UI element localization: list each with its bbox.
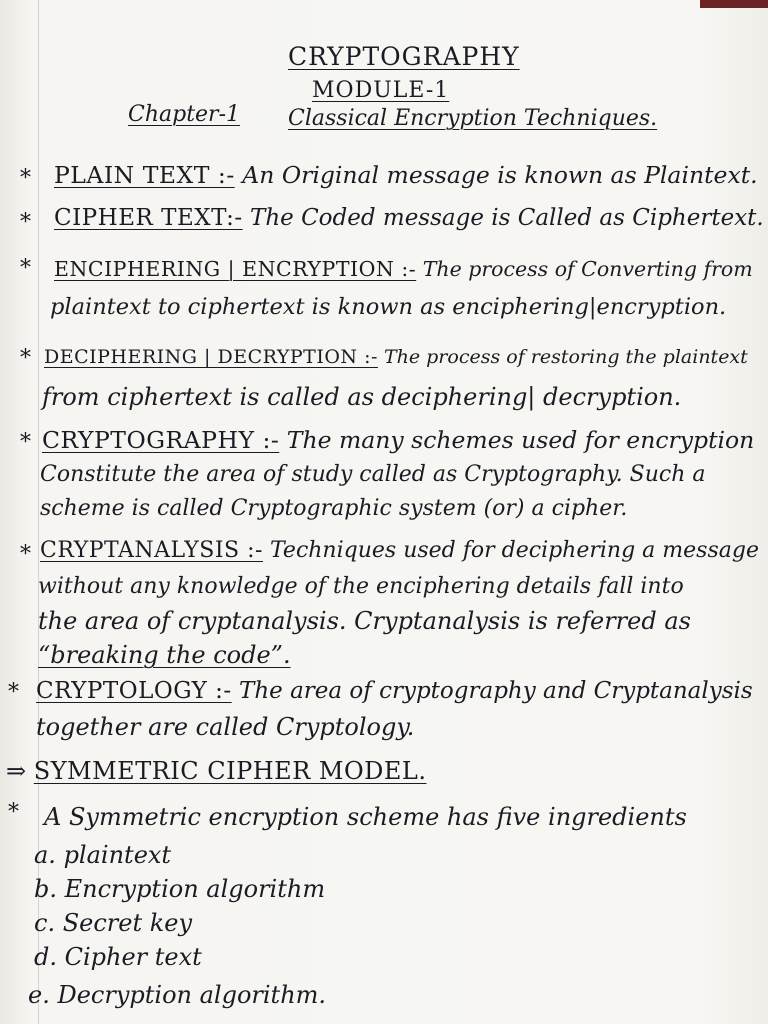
definition-text-continued: together are called Cryptology. [36,713,415,741]
bullet-marker: * [20,542,31,567]
definition-cryptanalysis [40,536,759,566]
ingredient-item: a. plaintext [34,841,172,869]
definition-text: Techniques used for deciphering a message [269,538,759,563]
ingredient-item: d. Cipher text [34,943,202,971]
term-deciphering: DECIPHERING | DECRYPTION :- [44,346,378,368]
definition-text: An Original message is known as Plaintext. [242,161,758,189]
page-title: CRYPTOGRAPHY [288,42,520,71]
ingredient-item: e. Decryption algorithm. [28,981,327,1009]
section-title: SYMMETRIC CIPHER MODEL. [33,757,427,785]
definition-text: The process of Converting from [422,257,753,281]
term-cryptology: CRYPTOLOGY :- [36,678,232,704]
arrow-icon: ⇒ [6,757,27,785]
bullet-marker: * [20,256,31,281]
definition-text: The process of restoring the plaintext [383,346,748,368]
term-enciphering: ENCIPHERING | ENCRYPTION :- [54,257,417,281]
definition-text: The area of cryptography and Cryptanalysis [239,678,753,704]
ingredient-item: b. Encryption algorithm [34,875,326,903]
definition-plain-text [54,160,758,190]
definition-text: The many schemes used for encryption [286,426,755,454]
ingredient-item: c. Secret key [34,909,193,937]
notebook-edge [700,0,768,8]
definition-enciphering [54,254,753,284]
ingredients-intro: A Symmetric encryption scheme has five ingredients [44,803,687,831]
module-heading: MODULE-1 [312,78,450,103]
definition-deciphering [44,342,748,372]
definition-text-continued: without any knowledge of the enciphering details fall into [38,574,684,599]
bullet-marker: * [20,346,31,371]
bullet-marker: * [20,210,31,235]
term-cryptanalysis: CRYPTANALYSIS :- [40,538,263,563]
term-cipher-text: CIPHER TEXT:- [54,205,243,231]
definition-text-continued: from ciphertext is called as deciphering| decryption. [42,383,682,411]
definition-cipher-text [54,203,764,233]
definition-text-continued: plaintext to ciphertext is known as enciphering|encryption. [50,294,727,320]
margin-line [38,0,39,1024]
definition-text-continued: Constitute the area of study called as Cryptography. Such a [40,462,706,487]
chapter-label: Chapter-1 [128,102,241,127]
definition-text-continued: scheme is called Cryptographic system (or) a cipher. [40,496,628,521]
bullet-marker: * [8,800,19,825]
bullet-marker: * [20,166,31,191]
bullet-marker: * [20,430,31,455]
definition-text-continued: “breaking the code”. [38,641,291,669]
definition-cryptology [36,676,753,706]
term-plain-text: PLAIN TEXT :- [54,161,235,189]
bullet-marker: * [8,680,19,705]
definition-text: The Coded message is Called as Ciphertext. [250,205,764,231]
section-heading [6,756,426,786]
definition-text-continued: the area of cryptanalysis. Cryptanalysis is referred as [38,607,691,635]
term-cryptography: CRYPTOGRAPHY :- [42,426,280,454]
definition-cryptography [42,425,754,455]
chapter-title: Classical Encryption Techniques. [288,106,658,131]
